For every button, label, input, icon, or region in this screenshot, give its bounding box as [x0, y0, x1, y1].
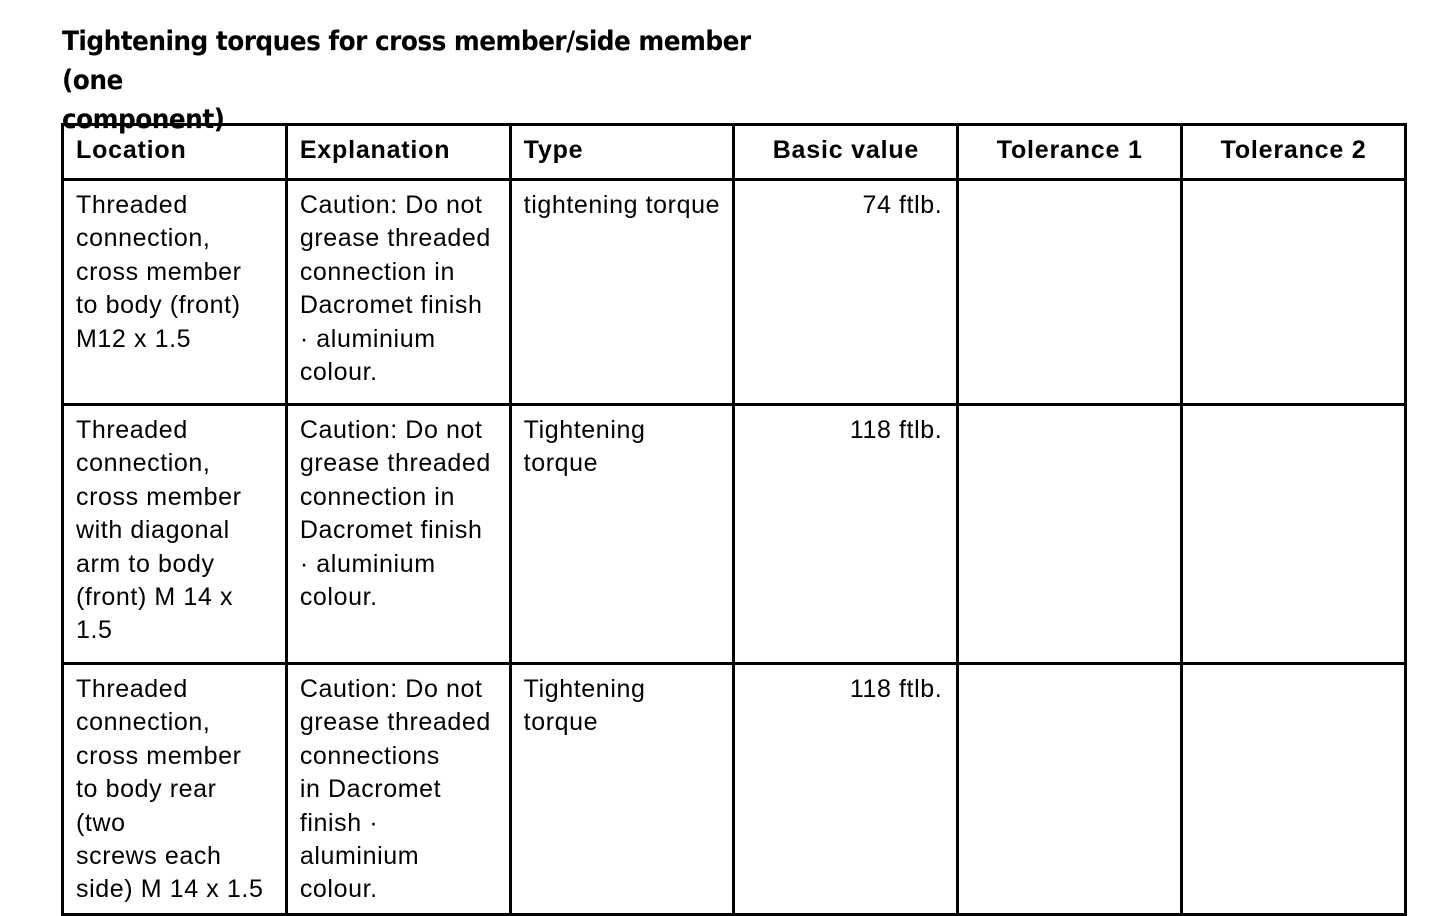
- page-title: Tightening torques for cross member/side member (one component): [62, 26, 751, 135]
- cell-tolerance-2: [1182, 405, 1406, 664]
- table-row: [63, 180, 1406, 405]
- cell-tolerance-2: [1182, 180, 1406, 405]
- table-header-row: [63, 125, 1406, 180]
- type-text: Tightening torque: [523, 675, 646, 737]
- type-text: Tightening torque: [523, 416, 646, 478]
- column-header-explanation: Explanation: [286, 125, 510, 180]
- cell-location: [63, 405, 287, 664]
- cell-type: [510, 180, 734, 405]
- basic-value-text: 118 ftlb.: [849, 416, 943, 444]
- table-row: [63, 405, 1406, 664]
- location-text: Threaded connection, cross member with diagonal arm to body (front) M 14 x 1.5: [76, 416, 242, 645]
- location-text: Threaded connection, cross member to body (front) M12 x 1.5: [76, 191, 242, 353]
- column-header-basic-value: Basic value: [734, 125, 958, 180]
- cell-basic-value: [734, 180, 958, 405]
- cell-location: [63, 180, 287, 405]
- column-header-location: Location: [63, 125, 287, 180]
- cell-basic-value: [734, 664, 958, 915]
- table-row: [63, 664, 1406, 915]
- basic-value-text: 74 ftlb.: [862, 191, 943, 219]
- cell-basic-value: [734, 405, 958, 664]
- basic-value-text: 118 ftlb.: [849, 675, 943, 703]
- cell-type: [510, 405, 734, 664]
- cell-explanation: [286, 405, 510, 664]
- cell-tolerance-2: [1182, 664, 1406, 915]
- explanation-text: Caution: Do not grease threaded connections in Dacromet finish · aluminium colour.: [299, 675, 491, 904]
- type-text: tightening torque: [523, 191, 721, 219]
- column-header-tolerance-1: Tolerance 1: [958, 125, 1182, 180]
- cell-location: [63, 664, 287, 915]
- cell-explanation: [286, 664, 510, 915]
- explanation-text: Caution: Do not grease threaded connection in Dacromet finish · aluminium colour.: [299, 416, 491, 612]
- location-text: Threaded connection, cross member to body rear (two screws each side) M 14 x 1.5: [76, 675, 264, 904]
- torque-table: [61, 123, 1407, 916]
- column-header-tolerance-2: Tolerance 2: [1182, 125, 1406, 180]
- explanation-text: Caution: Do not grease threaded connection in Dacromet finish · aluminium colour.: [299, 191, 491, 387]
- column-header-type: Type: [510, 125, 734, 180]
- cell-tolerance-1: [958, 405, 1182, 664]
- cell-type: [510, 664, 734, 915]
- cell-tolerance-1: [958, 664, 1182, 915]
- cell-explanation: [286, 180, 510, 405]
- cell-tolerance-1: [958, 180, 1182, 405]
